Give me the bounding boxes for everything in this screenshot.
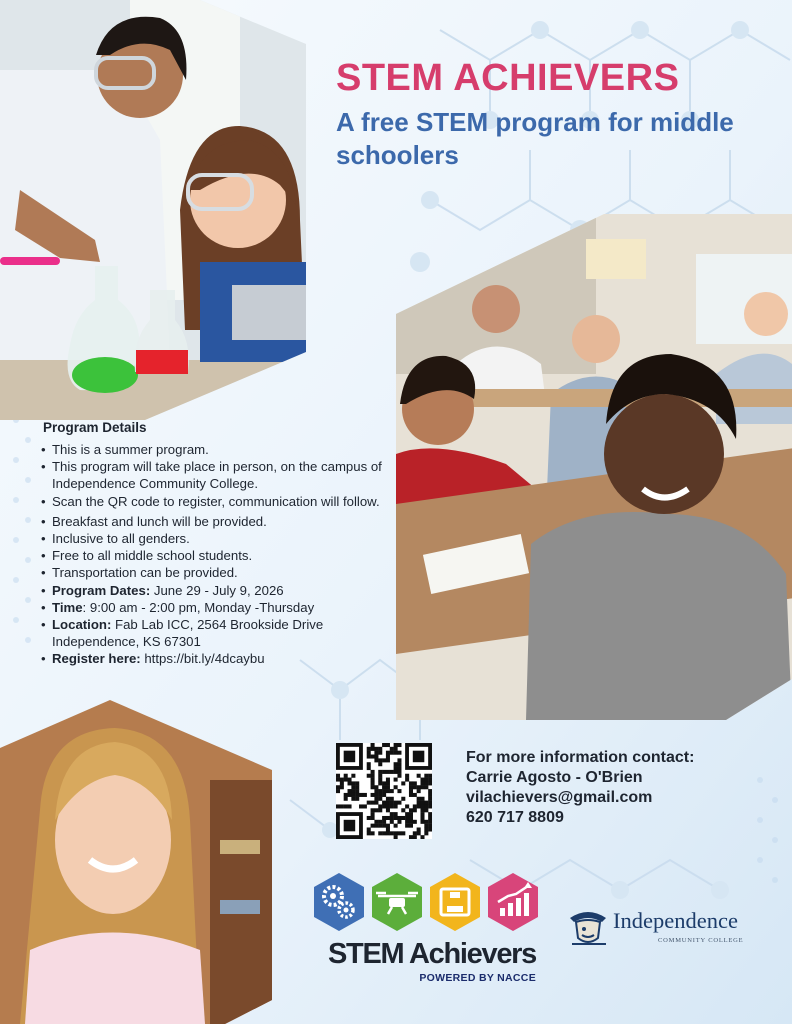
contact-phone[interactable]: 620 717 8809 bbox=[466, 809, 564, 826]
list-item: • Transportation can be provided. bbox=[40, 564, 400, 581]
contact-name: Carrie Agosto - O'Brien bbox=[466, 769, 643, 786]
list-item: • Scan the QR code to register, communication will follow. bbox=[40, 493, 400, 510]
registration-qr-code[interactable] bbox=[336, 743, 432, 839]
powered-by: POWERED BY NACCE bbox=[419, 972, 536, 984]
program-details bbox=[40, 420, 400, 668]
growth-chart-icon bbox=[486, 872, 540, 932]
photo-lab-students bbox=[0, 0, 308, 420]
contact-email[interactable]: vilachievers@gmail.com bbox=[466, 789, 653, 806]
list-item: • Breakfast and lunch will be provided. bbox=[40, 513, 400, 530]
program-details-heading: Program Details bbox=[43, 420, 147, 435]
college-subtitle: COMMUNITY COLLEGE bbox=[658, 937, 744, 944]
list-item: • This is a summer program. bbox=[40, 441, 400, 458]
brand-name: STEM Achievers bbox=[328, 938, 536, 970]
contact-info bbox=[466, 748, 766, 828]
3d-printer-icon bbox=[428, 872, 482, 932]
list-item: • Time: 9:00 am - 2:00 pm, Monday -Thursday bbox=[40, 599, 400, 616]
list-item: • This program will take place in person, on the campus of Independence Community College. bbox=[40, 458, 400, 492]
list-item[interactable]: • Register here: https://bit.ly/4dcaybu bbox=[40, 650, 400, 667]
register-link[interactable]: https://bit.ly/4dcaybu bbox=[140, 651, 265, 667]
contact-heading: For more information contact: bbox=[466, 749, 695, 766]
drone-icon bbox=[370, 872, 424, 932]
photo-smiling-girl bbox=[0, 700, 272, 1024]
list-item: • Free to all middle school students. bbox=[40, 547, 400, 564]
list-item: • Inclusive to all genders. bbox=[40, 530, 400, 547]
college-name: Independence bbox=[613, 908, 738, 933]
page-subtitle: A free STEM program for middle schoolers bbox=[336, 107, 734, 170]
page-title: STEM ACHIEVERS bbox=[336, 57, 680, 99]
list-item: • Location: Fab Lab ICC, 2564 Brookside Drive Independence, KS 67301 bbox=[40, 616, 400, 650]
college-logo bbox=[566, 904, 772, 950]
program-details-list bbox=[40, 441, 400, 668]
pirate-mascot-icon bbox=[566, 904, 610, 948]
gears-icon bbox=[312, 872, 366, 932]
photo-classroom-boy bbox=[396, 214, 792, 720]
list-item: • Program Dates: June 29 - July 9, 2026 bbox=[40, 582, 400, 599]
